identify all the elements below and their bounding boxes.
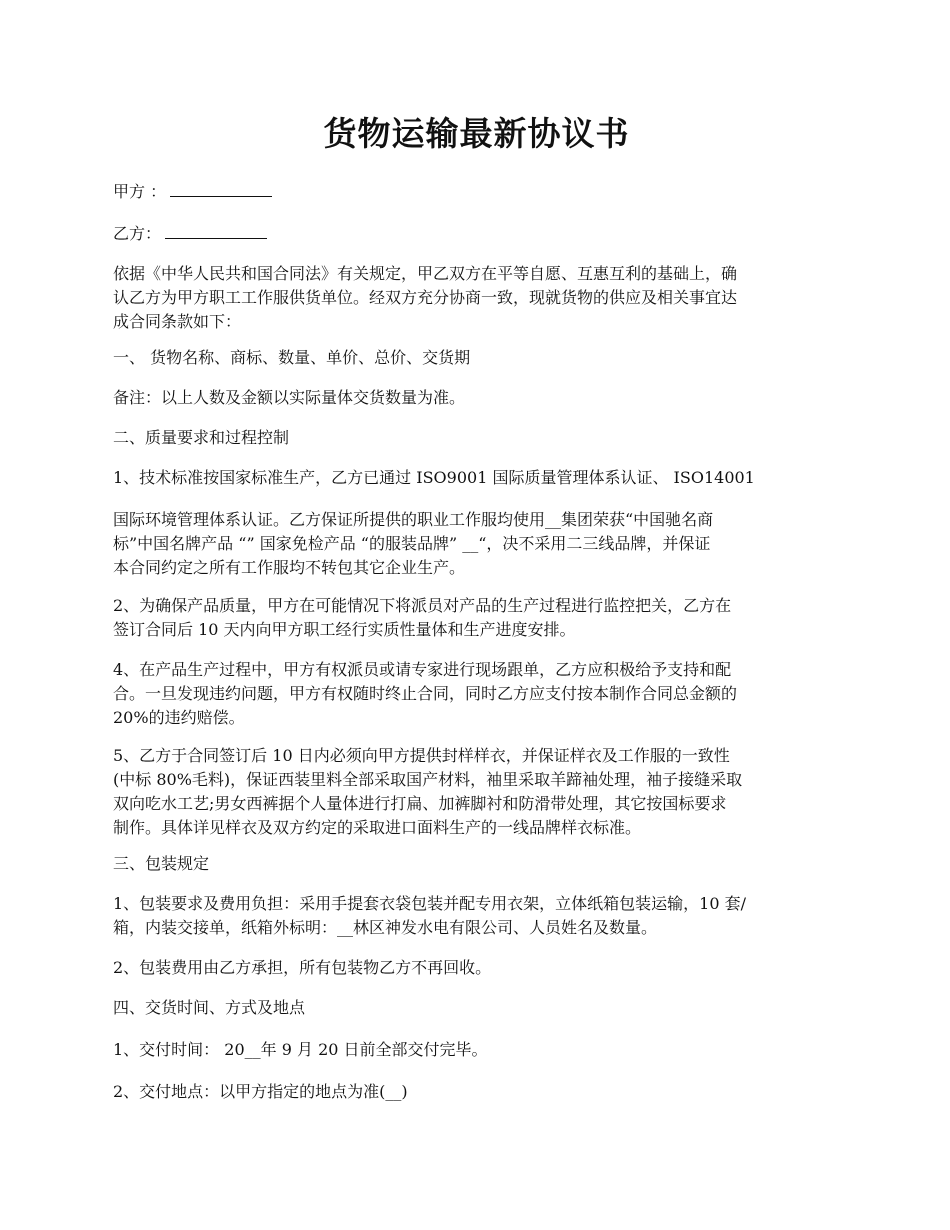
clause-line: 2、为确保产品质量，甲方在可能情况下将派员对产品的生产过程进行监控把关，乙方在 <box>113 596 732 615</box>
clause-3-2-paragraph: 2、包装费用由乙方承担，所有包装物乙方不再回收。 <box>113 958 492 977</box>
clause-line: (中标 80%毛料)，保证西装里料全部采取国产材料，袖里采取羊蹄袖处理，袖子接缝采取 <box>113 770 743 789</box>
clause-line: 制作。具体详见样衣及双方约定的采取进口面料生产的一线品牌样衣标准。 <box>113 818 642 837</box>
clause-4-2-paragraph: 2、交付地点：以甲方指定的地点为准(__) <box>113 1082 408 1101</box>
clause-4-1-paragraph: 1、交付时间： 20__年 9 月 20 日前全部交付完毕。 <box>113 1040 488 1059</box>
section1-heading: 一、 货物名称、商标、数量、单价、总价、交货期 <box>113 348 471 367</box>
clause-line: 合。一旦发现违约问题，甲方有权随时终止合同，同时乙方应支付按本制作合同总金额的 <box>113 684 738 703</box>
party-b-blank <box>165 224 267 239</box>
clause-2-1-paragraph <box>113 508 840 580</box>
clause-line: 标”中国名牌产品 “” 国家免检产品 “的服装品牌” __“，决不采用二三线品牌，并保证 <box>113 534 711 553</box>
party-b-label: 乙方： <box>113 224 162 243</box>
section3-heading: 三、包装规定 <box>113 854 210 873</box>
section2-heading: 二、质量要求和过程控制 <box>113 428 290 447</box>
intro-paragraph <box>113 262 840 334</box>
intro-line: 依据《中华人民共和国合同法》有关规定，甲乙双方在平等自愿、互惠互利的基础上，确 <box>113 264 738 283</box>
party-b-line <box>113 222 840 246</box>
party-a-label: 甲方 ： <box>113 182 167 201</box>
clause-line: 箱，内装交接单，纸箱外标明：__林区神发水电有限公司、人员姓名及数量。 <box>113 918 658 937</box>
clause-2-4-paragraph <box>113 658 840 730</box>
party-a-line <box>113 180 840 204</box>
clause-2-1-first-line: 1、技术标准按国家标准生产，乙方已通过 ISO9001 国际质量管理体系认证、 ISO14001 <box>113 468 755 487</box>
clause-2-2-paragraph <box>113 594 840 642</box>
clause-line: 本合同约定之所有工作服均不转包其它企业生产。 <box>113 558 466 577</box>
clause-2-5-paragraph <box>113 744 840 840</box>
clause-line: 签订合同后 10 天内向甲方职工经行实质性量体和生产进度安排。 <box>113 620 576 639</box>
clause-line: 国际环境管理体系认证。乙方保证所提供的职业工作服均使用__集团荣获“中国驰名商 <box>113 510 714 529</box>
party-a-blank <box>170 182 272 197</box>
note-paragraph: 备注：以上人数及金额以实际量体交货数量为准。 <box>113 388 466 407</box>
document-title: 货物运输最新协议书 <box>323 114 630 153</box>
clause-line: 20%的违约赔偿。 <box>113 708 245 727</box>
intro-line: 成合同条款如下： <box>113 312 242 331</box>
clause-line: 4、在产品生产过程中，甲方有权派员或请专家进行现场跟单，乙方应积极给予支持和配 <box>113 660 732 679</box>
clause-line: 1、包装要求及费用负担：采用手提套衣袋包装并配专用衣架，立体纸箱包装运输，10 套/ <box>113 894 747 913</box>
clause-3-1-paragraph <box>113 892 840 940</box>
clause-line: 双向吃水工艺;男女西裤据个人量体进行打扁、加裤脚衬和防滑带处理，其它按国标要求 <box>113 794 727 813</box>
intro-line: 认乙方为甲方职工工作服供货单位。经双方充分协商一致，现就货物的供应及相关事宜达 <box>113 288 738 307</box>
clause-line: 5、乙方于合同签订后 10 日内必须向甲方提供封样样衣，并保证样衣及工作服的一致性 <box>113 746 730 765</box>
section4-heading: 四、交货时间、方式及地点 <box>113 998 306 1017</box>
